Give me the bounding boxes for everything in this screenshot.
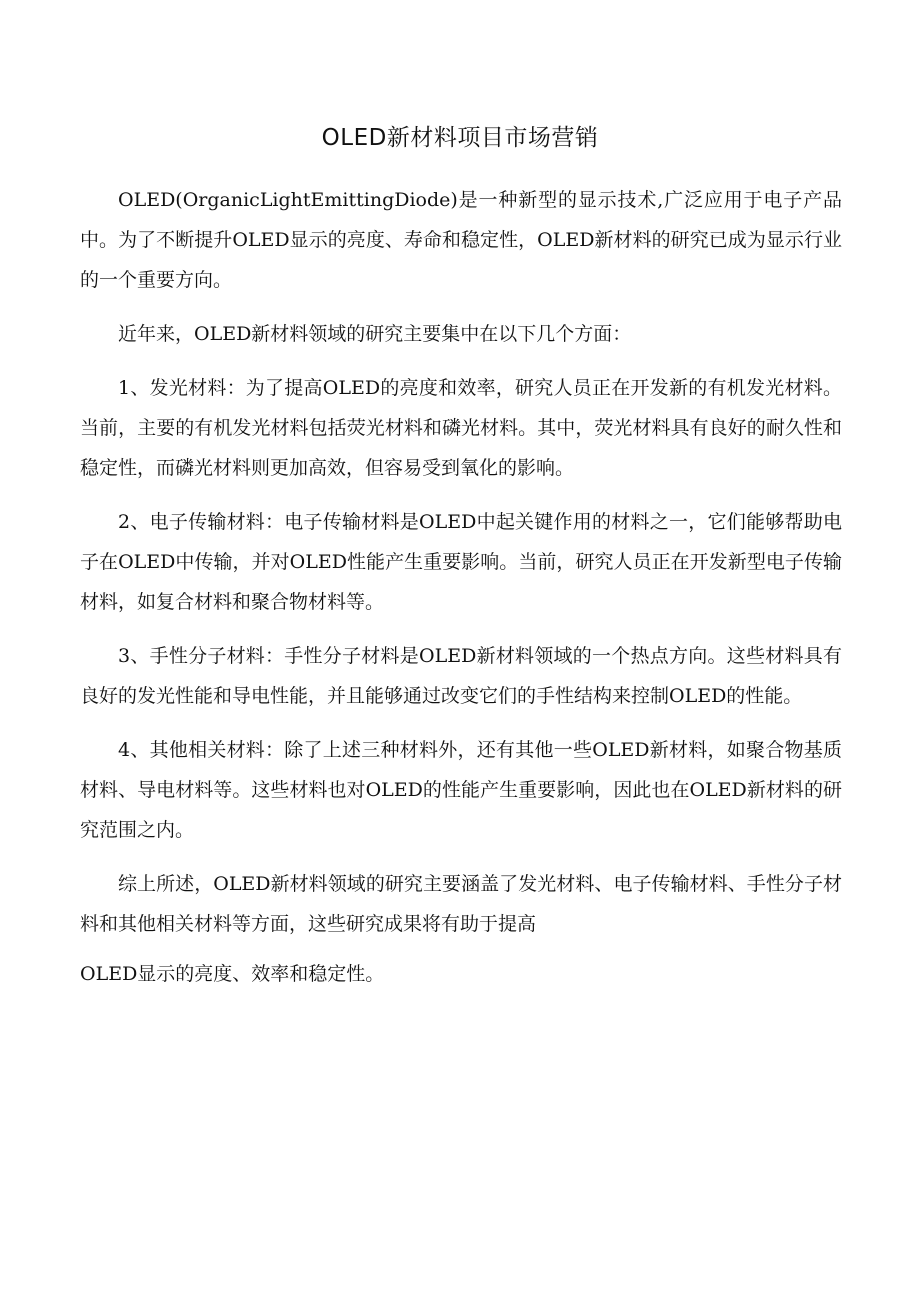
paragraph-summary: 综上所述，OLED新材料领域的研究主要涵盖了发光材料、电子传输材料、手性分子材料和其他相关材料等方面，这些研究成果将有助于提高 [80,873,842,935]
paragraph-emissive-materials: 1、发光材料：为了提高OLED的亮度和效率，研究人员正在开发新的有机发光材料。当前，主要的有机发光材料包括荧光材料和磷光材料。其中，荧光材料具有良好的耐久性和稳定性，而磷光材料则更加高效，但容易受到氧化的影响。 [80,377,842,479]
paragraph-overview: 近年来，OLED新材料领域的研究主要集中在以下几个方面： [118,323,632,345]
document-title: OLED新材料项目市场营销 [321,125,599,151]
paragraph-summary-continued: OLED显示的亮度、效率和稳定性。 [80,963,385,985]
paragraph-intro: OLED(OrganicLightEmittingDiode)是一种新型的显示技术,广泛应用于电子产品中。为了不断提升OLED显示的亮度、寿命和稳定性，OLED新材料的研究已成为显示行业的一个重要方向。 [80,189,842,291]
paragraph-electron-transport: 2、电子传输材料：电子传输材料是OLED中起关键作用的材料之一，它们能够帮助电子在OLED中传输，并对OLED性能产生重要影响。当前，研究人员正在开发新型电子传输材料，如复合材料和聚合物材料等。 [80,511,842,613]
paragraph-other-materials: 4、其他相关材料：除了上述三种材料外，还有其他一些OLED新材料，如聚合物基质材料、导电材料等。这些材料也对OLED的性能产生重要影响，因此也在OLED新材料的研究范围之内。 [80,739,842,841]
document-body [80,180,842,1008]
paragraph-chiral-molecules: 3、手性分子材料：手性分子材料是OLED新材料领域的一个热点方向。这些材料具有良好的发光性能和导电性能，并且能够通过改变它们的手性结构来控制OLED的性能。 [80,645,842,707]
